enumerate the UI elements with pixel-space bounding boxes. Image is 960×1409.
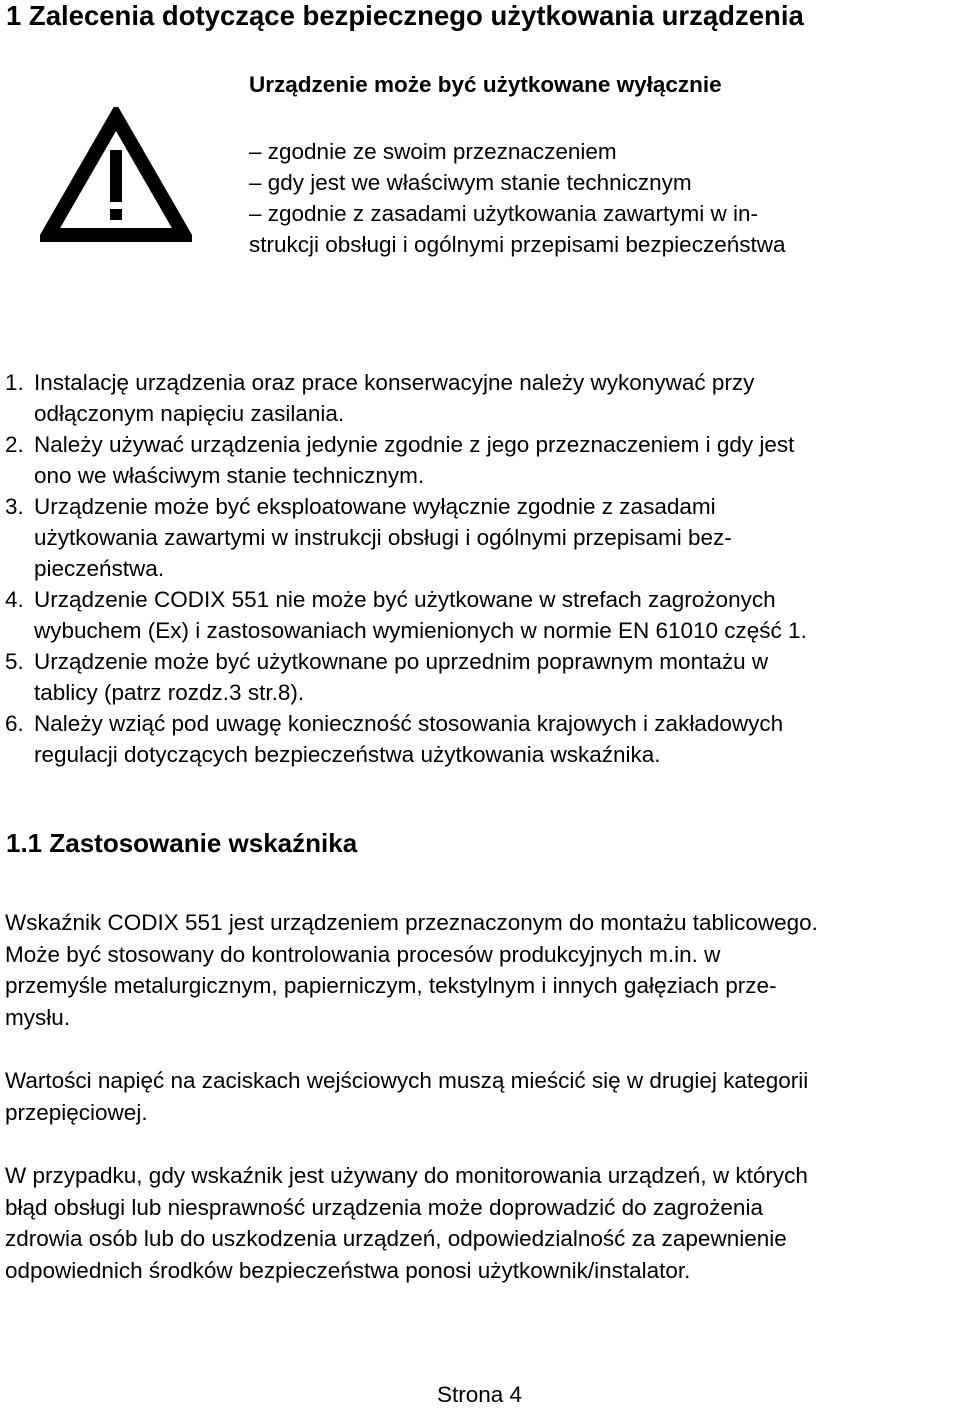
- paragraph-responsibility: [5, 1160, 808, 1287]
- section-heading: 1.1 Zastosowanie wskaźnika: [6, 828, 358, 858]
- rule-text: Instalację urządzenia oraz prace konserwacyjne należy wykonywać przy: [34, 370, 755, 395]
- paragraph-line: zdrowia osób lub do uszkodzenia urządzeń, odpowiedzialność za zapewnienie: [5, 1226, 787, 1252]
- rule-text: wybuchem (Ex) i zastosowaniach wymienionych w normie EN 61010 część 1.: [34, 618, 807, 643]
- rule-text: regulacji dotyczących bezpieczeństwa użytkowania wskaźnika.: [34, 742, 661, 767]
- paragraph-line: W przypadku, gdy wskaźnik jest używany do monitorowania urządzeń, w których: [5, 1163, 808, 1188]
- rule-number: 6.: [5, 711, 24, 736]
- safety-rules-list: [5, 367, 807, 770]
- rule-number: 2.: [5, 432, 24, 457]
- paragraph-line: Wartości napięć na zaciskach wejściowych muszą mieścić się w drugiej kategorii: [5, 1068, 809, 1093]
- rule-number: 4.: [5, 587, 24, 612]
- paragraph-line: przepięciowej.: [5, 1099, 148, 1125]
- rule-text: Urządzenie CODIX 551 nie może być użytkowane w strefach zagrożonych: [34, 587, 776, 612]
- rule-text: Urządzenie może być eksploatowane wyłącznie zgodnie z zasadami: [34, 494, 716, 519]
- rule-item: [5, 429, 807, 491]
- rule-item: [5, 584, 807, 646]
- condition-item-continuation: strukcji obsługi i ogólnymi przepisami bezpieczeństwa: [249, 232, 786, 257]
- rule-text: Należy wziąć pod uwagę konieczność stosowania krajowych i zakładowych: [34, 711, 784, 736]
- paragraph-line: błąd obsługi lub niesprawność urządzenia może doprowadzić do zagrożenia: [5, 1194, 763, 1220]
- rule-item: [5, 491, 807, 584]
- paragraph-line: Może być stosowany do kontrolowania procesów produkcyjnych m.in. w: [5, 941, 721, 967]
- rule-number: 3.: [5, 494, 24, 519]
- rule-text: odłączonym napięciu zasilania.: [34, 401, 345, 426]
- rule-number: 5.: [5, 649, 24, 674]
- rule-text: użytkowania zawartymi w instrukcji obsługi i ogólnymi przepisami bez-: [34, 525, 732, 550]
- usage-conditions-list: [249, 136, 785, 260]
- page-title: 1 Zalecenia dotyczące bezpiecznego użytkowania urządzenia: [6, 0, 804, 31]
- rule-text: Urządzenie może być użytkownane po uprzednim poprawnym montażu w: [34, 649, 769, 674]
- paragraph-line: Wskaźnik CODIX 551 jest urządzeniem przeznaczonym do montażu tablicowego.: [5, 910, 818, 935]
- paragraph-application: [5, 907, 818, 1034]
- paragraph-voltage: [5, 1065, 808, 1128]
- warning-heading: Urządzenie może być użytkowane wyłącznie: [249, 72, 722, 97]
- rule-text: tablicy (patrz rozdz.3 str.8).: [34, 680, 305, 705]
- rule-item: [5, 708, 807, 770]
- rule-text: ono we właściwym stanie technicznym.: [34, 463, 425, 488]
- rule-text: Należy używać urządzenia jedynie zgodnie z jego przeznaczeniem i gdy jest: [34, 432, 795, 457]
- paragraph-line: przemyśle metalurgicznym, papierniczym, tekstylnym i innych gałęziach prze-: [5, 973, 777, 999]
- rule-text: pieczeństwa.: [34, 556, 165, 581]
- warning-triangle-icon: [40, 107, 192, 243]
- paragraph-line: odpowiednich środków bezpieczeństwa ponosi użytkownik/instalator.: [5, 1258, 691, 1284]
- page-number: Strona 4: [437, 1382, 523, 1407]
- rule-number: 1.: [5, 370, 24, 395]
- condition-item: – zgodnie z zasadami użytkowania zawartymi w in-: [249, 201, 758, 226]
- condition-item: – zgodnie ze swoim przeznaczeniem: [249, 139, 617, 164]
- condition-item: – gdy jest we właściwym stanie technicznym: [249, 170, 692, 195]
- paragraph-line: mysłu.: [5, 1005, 71, 1031]
- rule-item: [5, 646, 807, 708]
- rule-item: [5, 367, 807, 429]
